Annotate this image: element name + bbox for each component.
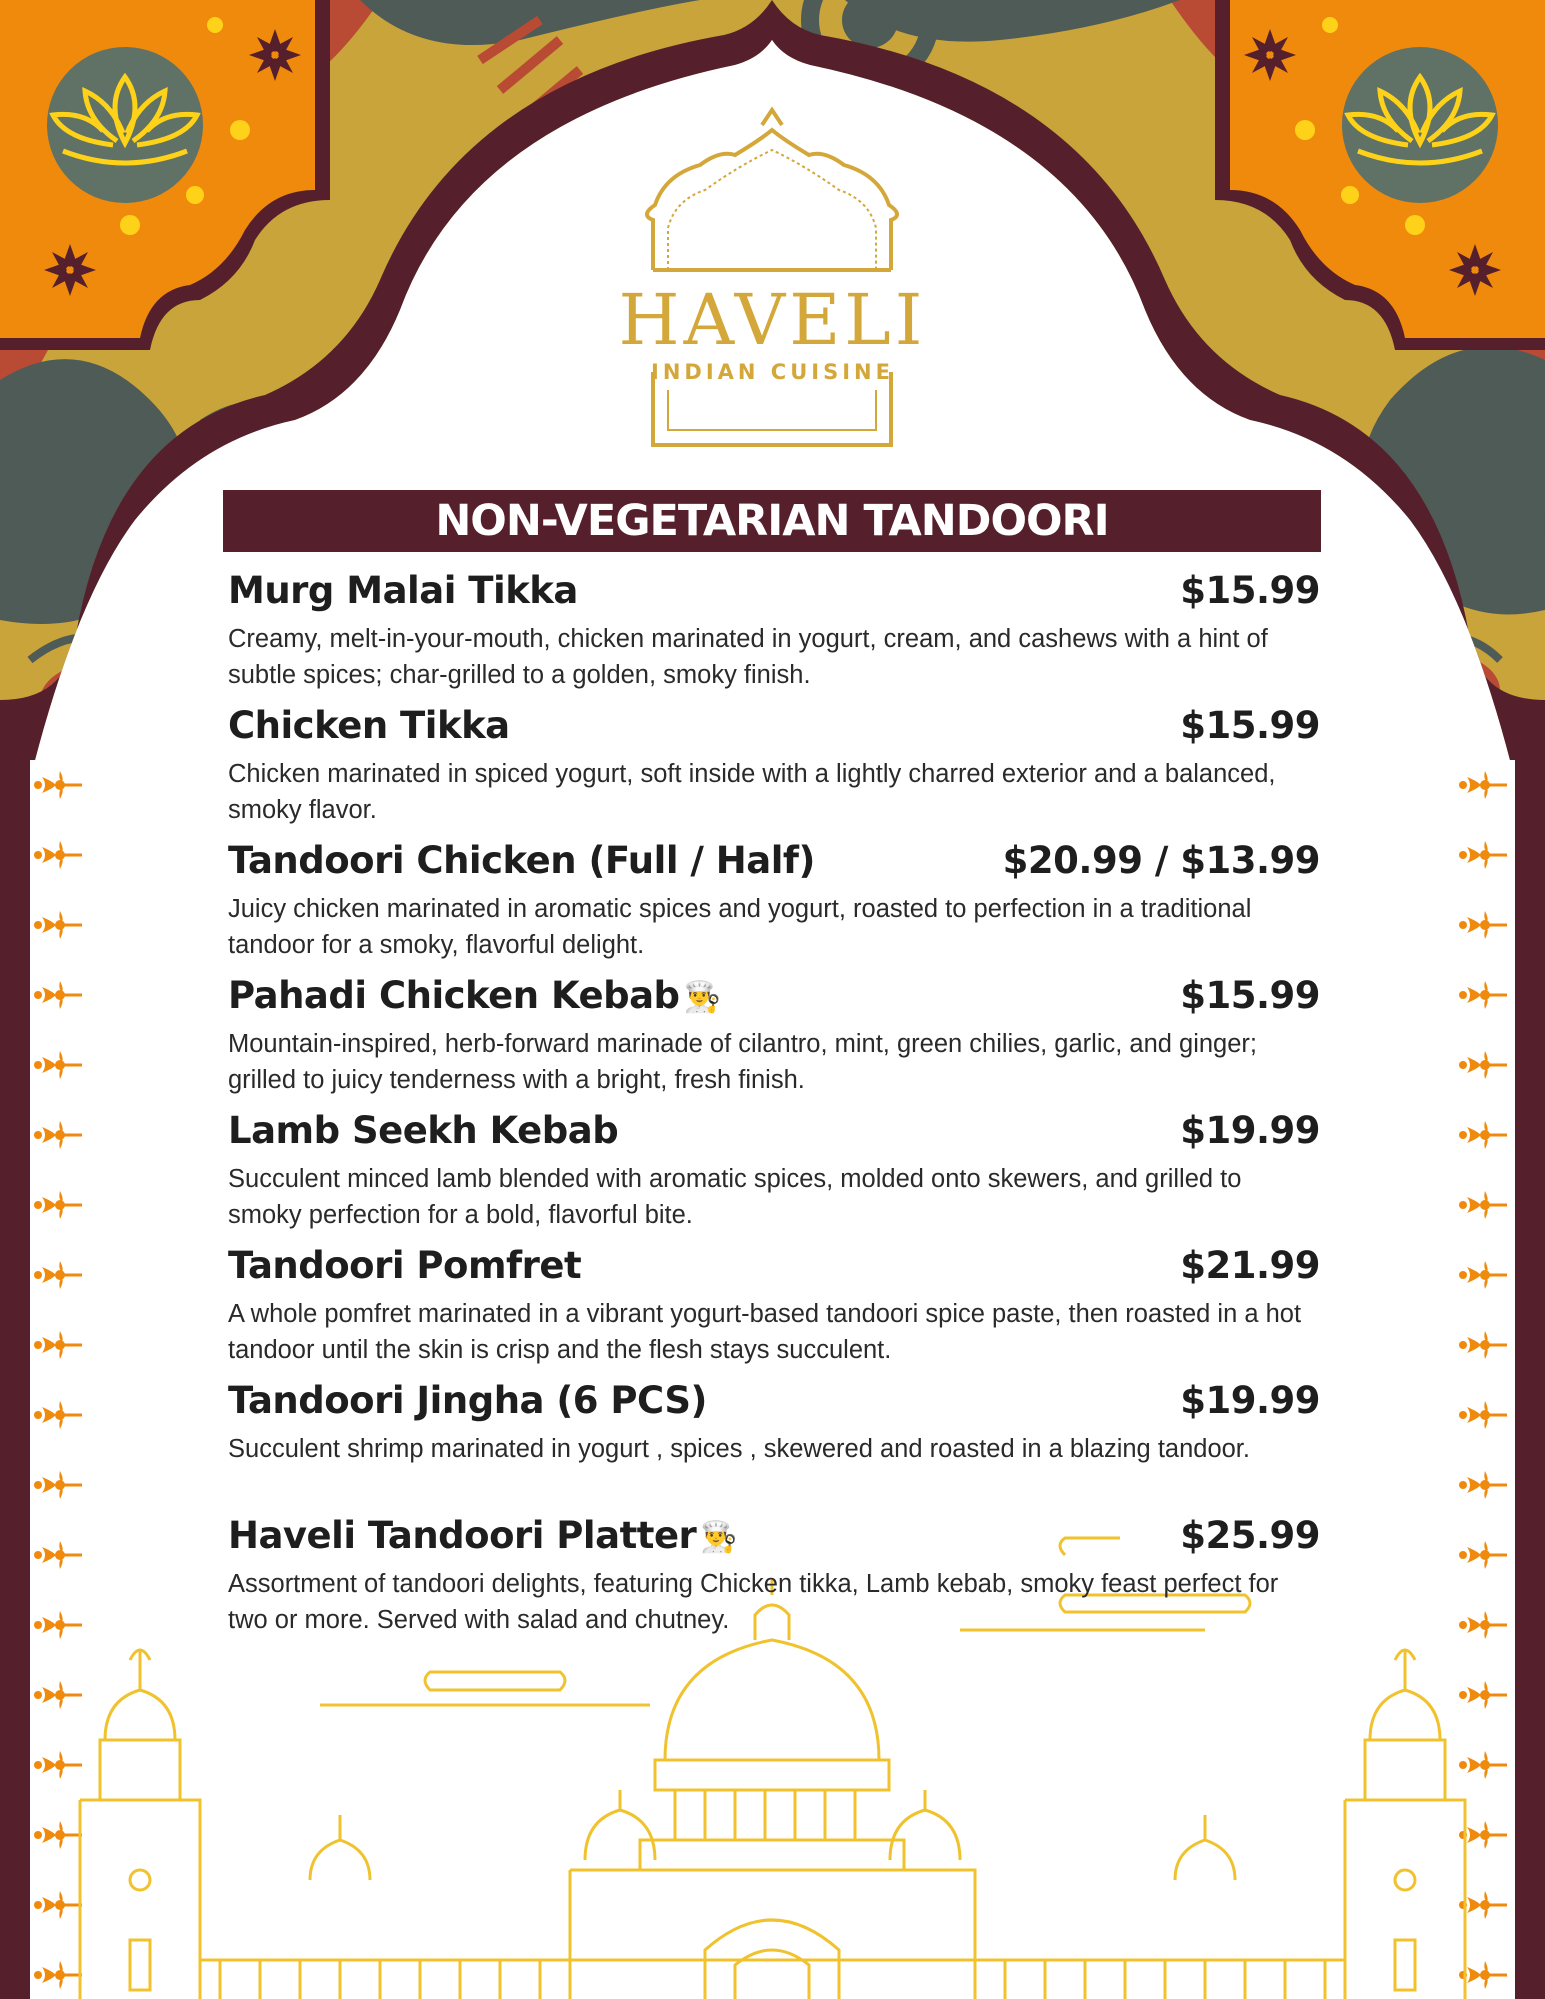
menu-item: [228, 1109, 1320, 1244]
menu-item-name: [228, 1514, 737, 1557]
menu-item-description: A whole pomfret marinated in a vibrant yogurt-based tandoori spice paste, then roasted in a hot tandoor until the skin is crisp and the flesh stays succulent.: [228, 1300, 1302, 1364]
menu-item: [228, 569, 1320, 704]
menu-item: [228, 1514, 1320, 1649]
menu-item-name: Murg Malai Tikka: [228, 569, 578, 612]
menu-item-price: $20.99 / $13.99: [1002, 839, 1320, 882]
menu-item-description: Creamy, melt-in-your-mouth, chicken marinated in yogurt, cream, and cashews with a hint of subtle spices; char-grilled to a golden, smoky finish.: [228, 625, 1268, 689]
menu-item-description: Succulent shrimp marinated in yogurt , spices , skewered and roasted in a blazing tandoor.: [228, 1435, 1250, 1463]
menu-item-name: Tandoori Pomfret: [228, 1244, 582, 1287]
menu-item-price: $21.99: [1180, 1244, 1320, 1287]
brand-name: HAVELI: [618, 279, 927, 361]
menu-item-price: $19.99: [1180, 1379, 1320, 1422]
menu-item-header: [228, 1379, 1320, 1431]
chef-icon: 👨‍🍳: [700, 1520, 738, 1555]
menu-item-header: [228, 704, 1320, 756]
menu-item-name: Tandoori Jingha (6 PCS): [228, 1379, 707, 1422]
menu-item: [228, 1379, 1320, 1514]
menu-item-header: [228, 1514, 1320, 1566]
menu-item: [228, 704, 1320, 839]
menu-item-price: $15.99: [1180, 704, 1320, 747]
menu-item-header: [228, 1109, 1320, 1161]
menu-item-name-text: Pahadi Chicken Kebab: [228, 974, 680, 1017]
brand-tagline: INDIAN CUISINE: [651, 360, 894, 384]
menu-item-header: [228, 974, 1320, 1026]
menu-item-price: $15.99: [1180, 974, 1320, 1017]
menu-item-description: Chicken marinated in spiced yogurt, soft inside with a lightly charred exterior and a balanced, smoky flavor.: [228, 760, 1276, 824]
menu-item-description: Assortment of tandoori delights, featuring Chicken tikka, Lamb kebab, smoky feast perfect for two or more. Served with salad and chutney.: [228, 1570, 1279, 1634]
menu-list: [228, 569, 1320, 1649]
menu-item-name: Lamb Seekh Kebab: [228, 1109, 619, 1152]
menu-item-description: Succulent minced lamb blended with aromatic spices, molded onto skewers, and grilled to smoky perfection for a bold, flavorful bite.: [228, 1165, 1242, 1229]
menu-item: [228, 1244, 1320, 1379]
menu-item-price: $25.99: [1180, 1514, 1320, 1557]
menu-item-header: [228, 1244, 1320, 1296]
menu-item: [228, 839, 1320, 974]
menu-item-price: $15.99: [1180, 569, 1320, 612]
menu-item-name: [228, 974, 720, 1017]
menu-item: [228, 974, 1320, 1109]
menu-item-description: Mountain-inspired, herb-forward marinade of cilantro, mint, green chilies, garlic, and ginger; grilled to juicy tenderness with a bright, fresh finish.: [228, 1030, 1258, 1094]
menu-item-name: Chicken Tikka: [228, 704, 510, 747]
menu-item-name-text: Haveli Tandoori Platter: [228, 1514, 697, 1557]
menu-item-name: Tandoori Chicken (Full / Half): [228, 839, 815, 882]
menu-item-price: $19.99: [1180, 1109, 1320, 1152]
menu-item-description: Juicy chicken marinated in aromatic spices and yogurt, roasted to perfection in a traditional tandoor for a smoky, flavorful delight.: [228, 895, 1252, 959]
section-title: NON-VEGETARIAN TANDOORI: [223, 490, 1321, 552]
menu-item-header: [228, 839, 1320, 891]
chef-icon: 👨‍🍳: [683, 980, 721, 1015]
menu-item-header: [228, 569, 1320, 621]
